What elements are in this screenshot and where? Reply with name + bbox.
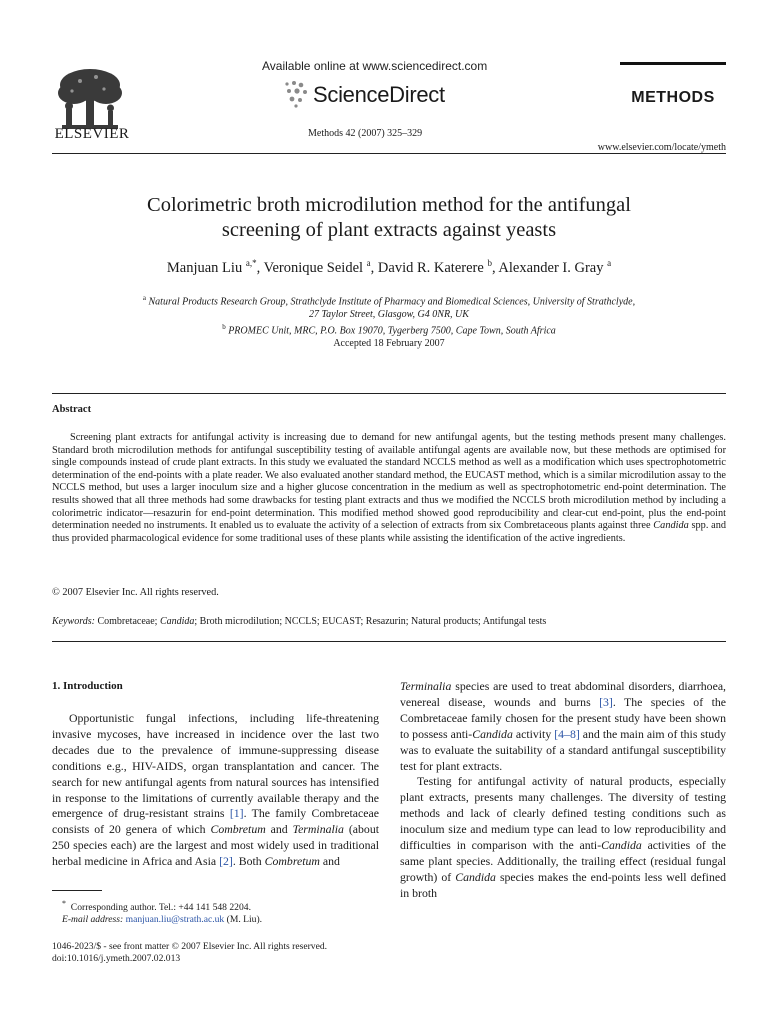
affiliation-marker: b — [222, 323, 226, 332]
front-matter-line: 1046-2023/$ - see front matter © 2007 Elsevier Inc. All rights reserved. — [52, 941, 328, 952]
affiliation-a-address: 27 Taylor Street, Glasgow, G4 0NR, UK — [309, 309, 469, 321]
email-footnote: E-mail address: manjuan.liu@strath.ac.uk (M. Liu). — [62, 914, 263, 926]
affiliations — [52, 292, 726, 338]
publisher-name: ELSEVIER — [54, 126, 130, 142]
section-heading-introduction: 1. Introduction — [52, 680, 123, 692]
author-name[interactable]: David R. Katerere — [377, 259, 484, 276]
platform-name: ScienceDirect — [313, 82, 445, 107]
footnote-divider — [52, 890, 102, 891]
author-name[interactable]: Alexander I. Gray — [498, 259, 604, 276]
front-matter — [52, 941, 379, 965]
citation-link[interactable]: [1] — [229, 806, 244, 821]
intro-paragraph-1-continued: Terminalia species are used to treat abdominal disorders, diarrhoea, venereal disease, wounds and burns [3]. The species of the Combretaceae family chosen for the present study have been shown to possess anti-Candida activity [4–8] and the main aim of this study was to evaluate the suitability of a standard antifungal susceptibility test for plant extracts. — [400, 679, 726, 773]
intro-paragraph-2: Testing for antifungal activity of natural products, especially plant extracts, presents many challenges. The diversity of testing methods and lack of clearly defined testing conditions such as inoculum size and medium type can lead to low reproducibility and difficulties in comparison with the anti-Candida activities of the same plant species. Additionally, the trailing effect (residual fungal growth) of Candida species makes the end-points less well defined in broth — [400, 774, 726, 900]
header-divider — [52, 153, 726, 154]
author-name[interactable]: Veronique Seidel — [263, 259, 364, 276]
author-affiliation-marker: b — [487, 258, 492, 268]
accepted-date: Accepted 18 February 2007 — [333, 338, 445, 349]
author-affiliation-marker: a — [366, 258, 371, 268]
author-name[interactable]: Manjuan Liu — [166, 259, 243, 276]
keywords: Keywords: Combretaceae; Candida; Broth microdilution; NCCLS; EUCAST; Resazurin; Natural products; Antifungal tests — [52, 616, 547, 627]
abstract-bottom-divider — [52, 641, 726, 642]
title-line: screening of plant extracts against yeasts — [221, 219, 557, 241]
journal-name: METHODS — [631, 89, 715, 106]
journal-url-link[interactable]: www.elsevier.com/locate/ymeth — [597, 142, 726, 153]
author-separator: , — [370, 259, 378, 276]
corresponding-author-footnote: * Corresponding author. Tel.: +44 141 548 2204. — [62, 899, 251, 914]
affiliation-b: $^b$ PROMEC Unit, MRC, P.O. Box 19070, Tygerberg 7500, Cape Town, South Africa — [222, 323, 556, 337]
author-separator: , — [256, 259, 264, 276]
keywords-label: Keywords: — [52, 616, 95, 627]
affiliation-marker: a — [142, 294, 147, 302]
citation-link[interactable]: [3] — [599, 694, 613, 709]
footnotes — [52, 898, 379, 926]
article-title — [52, 193, 726, 243]
intro-paragraph-1: Opportunistic fungal infections, including life-threatening invasive mycoses, have increased in incidence over the last two decades due to the prevalence of immune-suppressing disease conditions e.g., HIV-AIDS, organ transplantation and cancer. The search for new antifungal agents from natural sources has intensified in response to the limitations of currently available therapy and the emergence of drug-resistant strains [1]. The family Combretaceae consists of 20 genera of which Combretum and Terminalia (about 250 species each) are the largest and most widely used in traditional herbal medicine in Africa and Asia [2]. Both Combretum and — [52, 711, 379, 869]
doi[interactable]: doi:10.1016/j.ymeth.2007.02.013 — [52, 953, 181, 964]
author-list — [52, 258, 726, 277]
footnote-marker: * — [62, 899, 66, 908]
citation-link[interactable]: [2] — [219, 854, 233, 869]
affiliation-a: $^a$ Natural Products Research Group, Strathclyde Institute of Pharmacy and Biomedical Sciences, University of Strathclyde, — [142, 294, 636, 308]
abstract-heading: Abstract — [52, 404, 92, 415]
title-line: Colorimetric broth microdilution method for the antifungal — [147, 194, 631, 216]
author-affiliation-marker: a,* — [245, 258, 257, 268]
author-separator: , — [491, 259, 499, 276]
journal-rule — [620, 62, 726, 65]
abstract-top-divider — [52, 393, 726, 394]
citation-link[interactable]: [4–8] — [554, 726, 580, 741]
journal-citation: Methods 42 (2007) 325–329 — [308, 128, 423, 139]
abstract-body: Screening plant extracts for antifungal activity is increasing due to demand for new antifungal agents, but the testing methods present many challenges. Standard broth microdilution methods for antifungal susceptibility testing of available antifungal agents are available now, but these methods are optimised for single compounds instead of crude plant extracts. In this study we evaluated the standard NCCLS method as well as a modification which uses spectrophotometric determination of the end-points with a plate reader. We also evaluated another standard method, the EUCAST method, which is a similar microdilution assay to the NCCLS method, but uses a larger inoculum size and a higher glucose concentration in the medium as well as spectrophotometric end-point determination. The results showed that all three methods had some drawbacks for testing plant extracts and thus we modified the NCCLS broth microdilution method by including a colorimetric indicator—resazurin for end-point determination. This modified method showed good reproducibility and clear-cut end-point, plus the end-point determination needed no instruments. It enabled us to evaluate the activity of a selection of extracts from six Combretaceous plants against three Candida spp. and thus provided pharmacological evidence for some traditional uses of these plants while assisting the identification of the active ingredients. — [52, 432, 726, 544]
author-email-link[interactable]: manjuan.liu@strath.ac.uk — [125, 914, 225, 926]
available-online-text: Available online at www.sciencedirect.com — [262, 59, 488, 73]
author-affiliation-marker: a — [607, 258, 612, 268]
abstract-copyright: © 2007 Elsevier Inc. All rights reserved. — [52, 587, 219, 598]
sciencedirect-dots-icon — [283, 80, 309, 108]
body-column-left — [52, 711, 379, 870]
body-column-right — [400, 679, 726, 902]
